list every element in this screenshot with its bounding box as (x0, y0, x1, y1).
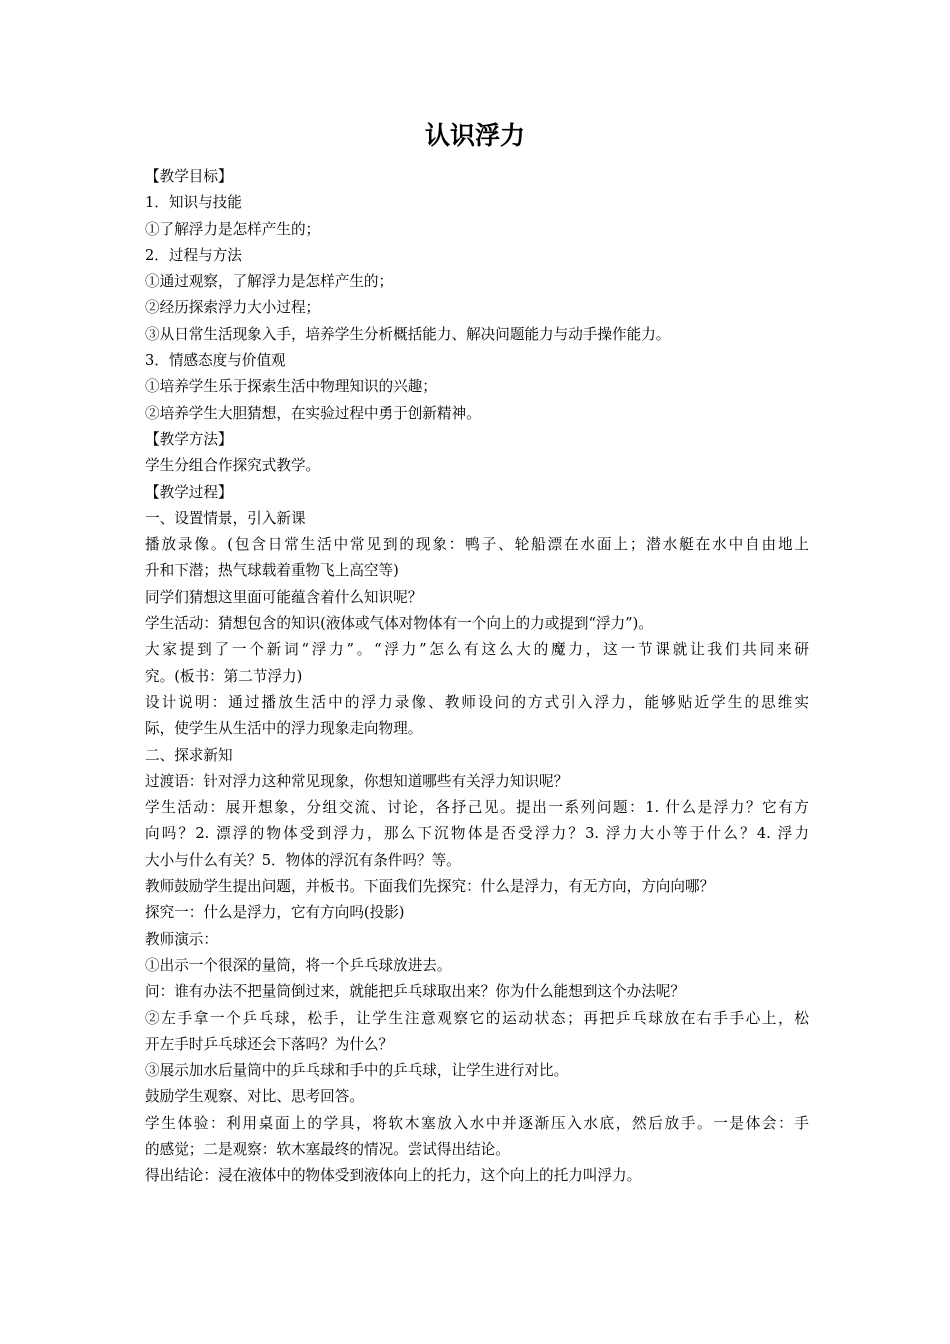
paragraph-line: ①出示一个很深的量筒，将一个乒乓球放进去。 (145, 956, 452, 974)
paragraph-line: 向吗？2. 漂浮的物体受到浮力，那么下沉物体是否受浮力？3. 浮力大小等于什么？4. 浮力 (145, 825, 809, 843)
paragraph-line: 的感觉；二是观察：软木塞最终的情况。尝试得出结论。 (145, 1140, 510, 1158)
paragraph-line: 学生体验：利用桌面上的学具，将软木塞放入水中并逐渐压入水底，然后放手。一是体会：手 (145, 1114, 809, 1132)
paragraph-line: 过渡语：针对浮力这种常见现象，你想知道哪些有关浮力知识呢？ (145, 772, 569, 790)
paragraph-line: 学生活动：猜想包含的知识(液体或气体对物体有一个向上的力或提到“浮力”)。 (145, 615, 653, 633)
paragraph-line: ②培养学生大胆猜想，在实验过程中勇于创新精神。 (145, 404, 481, 422)
subheading-knowledge-skills: 1．知识与技能 (145, 194, 242, 212)
paragraph-line: 问：谁有办法不把量筒倒过来，就能把乒乓球取出来？你为什么能想到这个办法呢？ (145, 983, 685, 1001)
paragraph-line: 升和下潜；热气球载着重物飞上高空等) (145, 562, 399, 580)
paragraph-line: 学生分组合作探究式教学。 (145, 457, 321, 475)
subheading-intro: 一、设置情景，引入新课 (145, 509, 306, 527)
subheading-attitude-values: 3．情感态度与价值观 (145, 352, 286, 370)
paragraph-line: 鼓励学生观察、对比、思考回答。 (145, 1088, 364, 1106)
paragraph-line: 际，使学生从生活中的浮力现象走向物理。 (145, 720, 423, 738)
section-heading-process: 【教学过程】 (145, 483, 233, 501)
paragraph-line: ①通过观察，了解浮力是怎样产生的； (145, 273, 394, 291)
paragraph-line: 得出结论：浸在液体中的物体受到液体向上的托力，这个向上的托力叫浮力。 (145, 1167, 642, 1185)
paragraph-line: 开左手时乒乓球还会下落吗？为什么？ (145, 1035, 394, 1053)
paragraph-line: ②左手拿一个乒乓球，松手，让学生注意观察它的运动状态；再把乒乓球放在右手手心上，松 (145, 1009, 809, 1027)
paragraph-line: ③从日常生活现象入手，培养学生分析概括能力、解决问题能力与动手操作能力。 (145, 325, 671, 343)
paragraph-line: ①了解浮力是怎样产生的； (145, 220, 321, 238)
paragraph-line: 学生活动：展开想象，分组交流、讨论，各抒己见。提出一系列问题：1. 什么是浮力？它有方 (145, 799, 809, 817)
paragraph-line: 播放录像。(包含日常生活中常见到的现象：鸭子、轮船漂在水面上；潜水艇在水中自由地上 (145, 536, 809, 554)
subheading-process-method: 2．过程与方法 (145, 246, 242, 264)
paragraph-line: 教师鼓励学生提出问题，并板书。下面我们先探究：什么是浮力，有无方向，方向向哪？ (145, 878, 715, 896)
paragraph-line: 教师演示： (145, 930, 218, 948)
document-title: 认识浮力 (424, 121, 525, 150)
section-heading-objectives: 【教学目标】 (145, 168, 233, 185)
paragraph-line: ②经历探索浮力大小过程； (145, 299, 321, 317)
section-heading-methods: 【教学方法】 (145, 430, 233, 448)
paragraph-line: 同学们猜想这里面可能蕴含着什么知识呢？ (145, 588, 423, 606)
subheading-explore: 二、探求新知 (145, 746, 233, 764)
paragraph-line: 设计说明：通过播放生活中的浮力录像、教师设问的方式引入浮力，能够贴近学生的思维实 (145, 693, 809, 711)
paragraph-line: 大小与什么有关？5．物体的浮沉有条件吗？等。 (145, 851, 461, 869)
paragraph-line: ③展示加水后量筒中的乒乓球和手中的乒乓球，让学生进行对比。 (145, 1062, 569, 1080)
paragraph-line: 究。(板书：第二节浮力) (145, 667, 303, 685)
paragraph-line: 大家提到了一个新词“浮力”。“浮力”怎么有这么大的魔力，这一节课就让我们共同来研 (145, 641, 809, 659)
paragraph-line: 探究一：什么是浮力，它有方向吗(投影) (145, 904, 405, 922)
document-body (145, 164, 809, 1190)
paragraph-line: ①培养学生乐于探索生活中物理知识的兴趣； (145, 378, 437, 396)
